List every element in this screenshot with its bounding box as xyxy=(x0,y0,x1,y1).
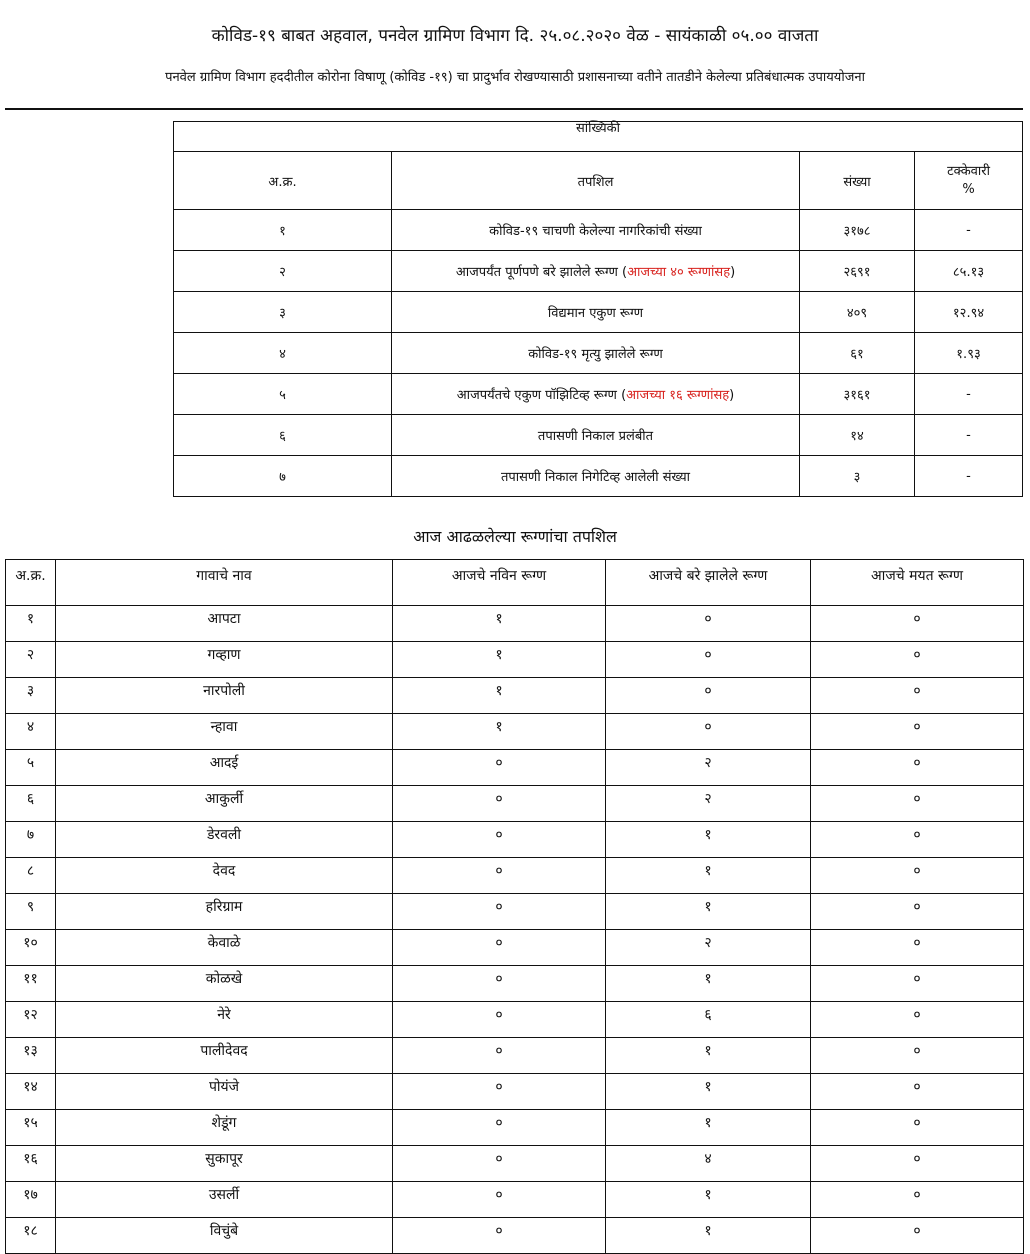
villages-header-row xyxy=(6,560,1024,606)
table-row xyxy=(174,251,1023,292)
village-recovered-patients: २ xyxy=(606,750,811,786)
stat-percent: - xyxy=(915,374,1023,415)
village-new-patients: ० xyxy=(393,894,606,930)
village-sr: ११ xyxy=(6,966,56,1002)
village-deceased-patients: ० xyxy=(811,714,1024,750)
statistics-heading-row xyxy=(174,122,1023,152)
stat-detail-text: तपासणी निकाल प्रलंबीत xyxy=(537,429,654,444)
village-new-patients: ० xyxy=(393,930,606,966)
table-row xyxy=(6,1218,1024,1254)
col-header-sr: अ.क्र. xyxy=(6,560,56,606)
stat-sr: ३ xyxy=(174,292,392,333)
village-recovered-patients: १ xyxy=(606,1074,811,1110)
stat-percent: - xyxy=(915,210,1023,251)
stat-sr: ६ xyxy=(174,415,392,456)
village-recovered-patients: १ xyxy=(606,822,811,858)
village-sr: १५ xyxy=(6,1110,56,1146)
table-row xyxy=(174,210,1023,251)
village-name: नारपोली xyxy=(56,678,393,714)
village-recovered-patients: ० xyxy=(606,678,811,714)
table-row xyxy=(6,1038,1024,1074)
stat-sr: ५ xyxy=(174,374,392,415)
stat-detail-text: कोविड-१९ चाचणी केलेल्या नागरिकांची संख्या xyxy=(489,224,702,239)
village-name: उसर्ली xyxy=(56,1182,393,1218)
statistics-heading: सांख्यिकी xyxy=(174,122,1023,152)
villages-body xyxy=(6,606,1024,1254)
village-deceased-patients: ० xyxy=(811,1002,1024,1038)
village-deceased-patients: ० xyxy=(811,1182,1024,1218)
village-recovered-patients: १ xyxy=(606,894,811,930)
stat-count: २६९१ xyxy=(800,251,915,292)
col-header-new-patients: आजचे नविन रूग्ण xyxy=(393,560,606,606)
village-new-patients: ० xyxy=(393,786,606,822)
village-sr: ३ xyxy=(6,678,56,714)
stat-detail xyxy=(392,251,800,292)
village-name: डेरवली xyxy=(56,822,393,858)
stat-count: ४०९ xyxy=(800,292,915,333)
village-deceased-patients: ० xyxy=(811,894,1024,930)
stat-sr: १ xyxy=(174,210,392,251)
table-row xyxy=(6,1146,1024,1182)
stat-sr: ४ xyxy=(174,333,392,374)
village-deceased-patients: ० xyxy=(811,606,1024,642)
table-row xyxy=(6,1074,1024,1110)
table-row xyxy=(6,606,1024,642)
stat-detail-text: विद्यमान एकुण रूग्ण xyxy=(547,306,644,321)
col-header-count: संख्या xyxy=(800,152,915,210)
village-new-patients: १ xyxy=(393,714,606,750)
village-deceased-patients: ० xyxy=(811,642,1024,678)
village-recovered-patients: ४ xyxy=(606,1146,811,1182)
village-deceased-patients: ० xyxy=(811,822,1024,858)
col-header-recovered-patients: आजचे बरे झालेले रूग्ण xyxy=(606,560,811,606)
table-row xyxy=(174,292,1023,333)
village-recovered-patients: ० xyxy=(606,642,811,678)
village-new-patients: १ xyxy=(393,606,606,642)
village-new-patients: ० xyxy=(393,1218,606,1254)
village-recovered-patients: ० xyxy=(606,606,811,642)
table-row xyxy=(6,642,1024,678)
stat-detail-tail: ) xyxy=(729,388,735,403)
stat-detail xyxy=(392,374,800,415)
table-row xyxy=(6,678,1024,714)
village-new-patients: ० xyxy=(393,1146,606,1182)
village-recovered-patients: २ xyxy=(606,930,811,966)
village-new-patients: ० xyxy=(393,1110,606,1146)
stat-detail xyxy=(392,292,800,333)
table-row xyxy=(6,786,1024,822)
stat-percent: - xyxy=(915,456,1023,497)
col-header-village-name: गावाचे नाव xyxy=(56,560,393,606)
stat-percent: ८५.१३ xyxy=(915,251,1023,292)
village-new-patients: १ xyxy=(393,678,606,714)
stat-detail xyxy=(392,456,800,497)
table-row xyxy=(6,822,1024,858)
today-patients-heading: आज आढळलेल्या रूग्णांचा तपशिल xyxy=(413,527,617,546)
village-sr: ६ xyxy=(6,786,56,822)
stat-sr: ७ xyxy=(174,456,392,497)
village-deceased-patients: ० xyxy=(811,1218,1024,1254)
village-sr: १३ xyxy=(6,1038,56,1074)
village-recovered-patients: ० xyxy=(606,714,811,750)
stat-detail xyxy=(392,210,800,251)
stat-count: ३१७८ xyxy=(800,210,915,251)
table-row xyxy=(6,930,1024,966)
stat-count: ६१ xyxy=(800,333,915,374)
village-deceased-patients: ० xyxy=(811,966,1024,1002)
village-name: शेडूंग xyxy=(56,1110,393,1146)
village-new-patients: ० xyxy=(393,966,606,1002)
report-subtitle: पनवेल ग्रामिण विभाग हददीतील कोरोना विषाणू (कोविड -१९) चा प्रादुर्भाव रोखण्यासाठी प्रशासनाच्या वतीने तातडीने केलेल्या प्रतिबंधात्मक उपाययोजना xyxy=(165,70,865,85)
table-row xyxy=(6,858,1024,894)
village-sr: २ xyxy=(6,642,56,678)
village-sr: १ xyxy=(6,606,56,642)
village-name: पोयंजे xyxy=(56,1074,393,1110)
col-header-percent-symbol: % xyxy=(962,181,975,197)
village-deceased-patients: ० xyxy=(811,858,1024,894)
village-sr: ९ xyxy=(6,894,56,930)
village-sr: १४ xyxy=(6,1074,56,1110)
table-row xyxy=(174,456,1023,497)
village-recovered-patients: १ xyxy=(606,1110,811,1146)
village-name: कोळखे xyxy=(56,966,393,1002)
table-row xyxy=(174,415,1023,456)
report-title: कोविड-१९ बाबत अहवाल, पनवेल ग्रामिण विभाग दि. २५.०८.२०२० वेळ - सायंकाळी ०५.०० वाजता xyxy=(211,26,819,46)
stat-count: ३ xyxy=(800,456,915,497)
village-name: विचुंबे xyxy=(56,1218,393,1254)
village-name: आदई xyxy=(56,750,393,786)
village-sr: ५ xyxy=(6,750,56,786)
table-row xyxy=(174,333,1023,374)
village-recovered-patients: ६ xyxy=(606,1002,811,1038)
village-deceased-patients: ० xyxy=(811,786,1024,822)
village-new-patients: ० xyxy=(393,822,606,858)
stat-detail-highlight: आजच्या १६ रूग्णांसह xyxy=(626,388,730,403)
village-sr: १८ xyxy=(6,1218,56,1254)
village-new-patients: ० xyxy=(393,1002,606,1038)
village-name: आकुर्ली xyxy=(56,786,393,822)
village-name: पालीदेवद xyxy=(56,1038,393,1074)
col-header-sr: अ.क्र. xyxy=(174,152,392,210)
stat-sr: २ xyxy=(174,251,392,292)
stat-count: ३१६१ xyxy=(800,374,915,415)
stat-detail xyxy=(392,333,800,374)
village-recovered-patients: २ xyxy=(606,786,811,822)
village-sr: १० xyxy=(6,930,56,966)
village-recovered-patients: १ xyxy=(606,1038,811,1074)
stat-detail-text: आजपर्यंतचे एकुण पॉझिटिव्ह रूग्ण ( xyxy=(456,388,627,403)
table-row xyxy=(6,966,1024,1002)
village-sr: ४ xyxy=(6,714,56,750)
stat-percent: १.९३ xyxy=(915,333,1023,374)
village-name: गव्हाण xyxy=(56,642,393,678)
table-row xyxy=(6,714,1024,750)
village-sr: १२ xyxy=(6,1002,56,1038)
col-header-deceased-patients: आजचे मयत रूग्ण xyxy=(811,560,1024,606)
village-recovered-patients: १ xyxy=(606,966,811,1002)
village-name: केवाळे xyxy=(56,930,393,966)
village-recovered-patients: १ xyxy=(606,1182,811,1218)
village-name: देवद xyxy=(56,858,393,894)
village-new-patients: १ xyxy=(393,642,606,678)
col-header-percent-label: टक्केवारी xyxy=(947,163,990,179)
stat-detail xyxy=(392,415,800,456)
table-row xyxy=(6,1002,1024,1038)
stat-percent: १२.९४ xyxy=(915,292,1023,333)
village-name: सुकापूर xyxy=(56,1146,393,1182)
header-divider xyxy=(5,108,1023,110)
village-recovered-patients: १ xyxy=(606,858,811,894)
table-row xyxy=(174,374,1023,415)
stat-detail-highlight: आजच्या ४० रूग्णांसह xyxy=(627,265,731,280)
village-name: हरिग्राम xyxy=(56,894,393,930)
village-new-patients: ० xyxy=(393,1038,606,1074)
village-name: नेरे xyxy=(56,1002,393,1038)
col-header-percent xyxy=(915,152,1023,210)
village-new-patients: ० xyxy=(393,1074,606,1110)
stat-detail-text: आजपर्यंत पूर्णपणे बरे झालेले रूग्ण ( xyxy=(455,265,628,280)
village-new-patients: ० xyxy=(393,750,606,786)
village-recovered-patients: १ xyxy=(606,1218,811,1254)
stat-detail-tail: ) xyxy=(730,265,736,280)
village-deceased-patients: ० xyxy=(811,1074,1024,1110)
stat-detail-text: कोविड-१९ मृत्यु झालेले रूग्ण xyxy=(528,347,663,362)
village-sr: १६ xyxy=(6,1146,56,1182)
col-header-detail: तपशिल xyxy=(392,152,800,210)
village-name: आपटा xyxy=(56,606,393,642)
table-row xyxy=(6,1110,1024,1146)
table-row xyxy=(6,894,1024,930)
village-deceased-patients: ० xyxy=(811,1146,1024,1182)
village-deceased-patients: ० xyxy=(811,678,1024,714)
village-deceased-patients: ० xyxy=(811,930,1024,966)
village-deceased-patients: ० xyxy=(811,1110,1024,1146)
stat-count: १४ xyxy=(800,415,915,456)
village-sr: १७ xyxy=(6,1182,56,1218)
statistics-table xyxy=(173,121,1023,497)
village-sr: ८ xyxy=(6,858,56,894)
statistics-body xyxy=(174,210,1023,497)
village-deceased-patients: ० xyxy=(811,750,1024,786)
stat-detail-text: तपासणी निकाल निगेटिव्ह आलेली संख्या xyxy=(500,470,691,485)
villages-table xyxy=(5,559,1024,1254)
village-new-patients: ० xyxy=(393,1182,606,1218)
village-deceased-patients: ० xyxy=(811,1038,1024,1074)
stat-percent: - xyxy=(915,415,1023,456)
village-new-patients: ० xyxy=(393,858,606,894)
statistics-column-header-row xyxy=(174,152,1023,210)
table-row xyxy=(6,750,1024,786)
village-name: न्हावा xyxy=(56,714,393,750)
village-sr: ७ xyxy=(6,822,56,858)
